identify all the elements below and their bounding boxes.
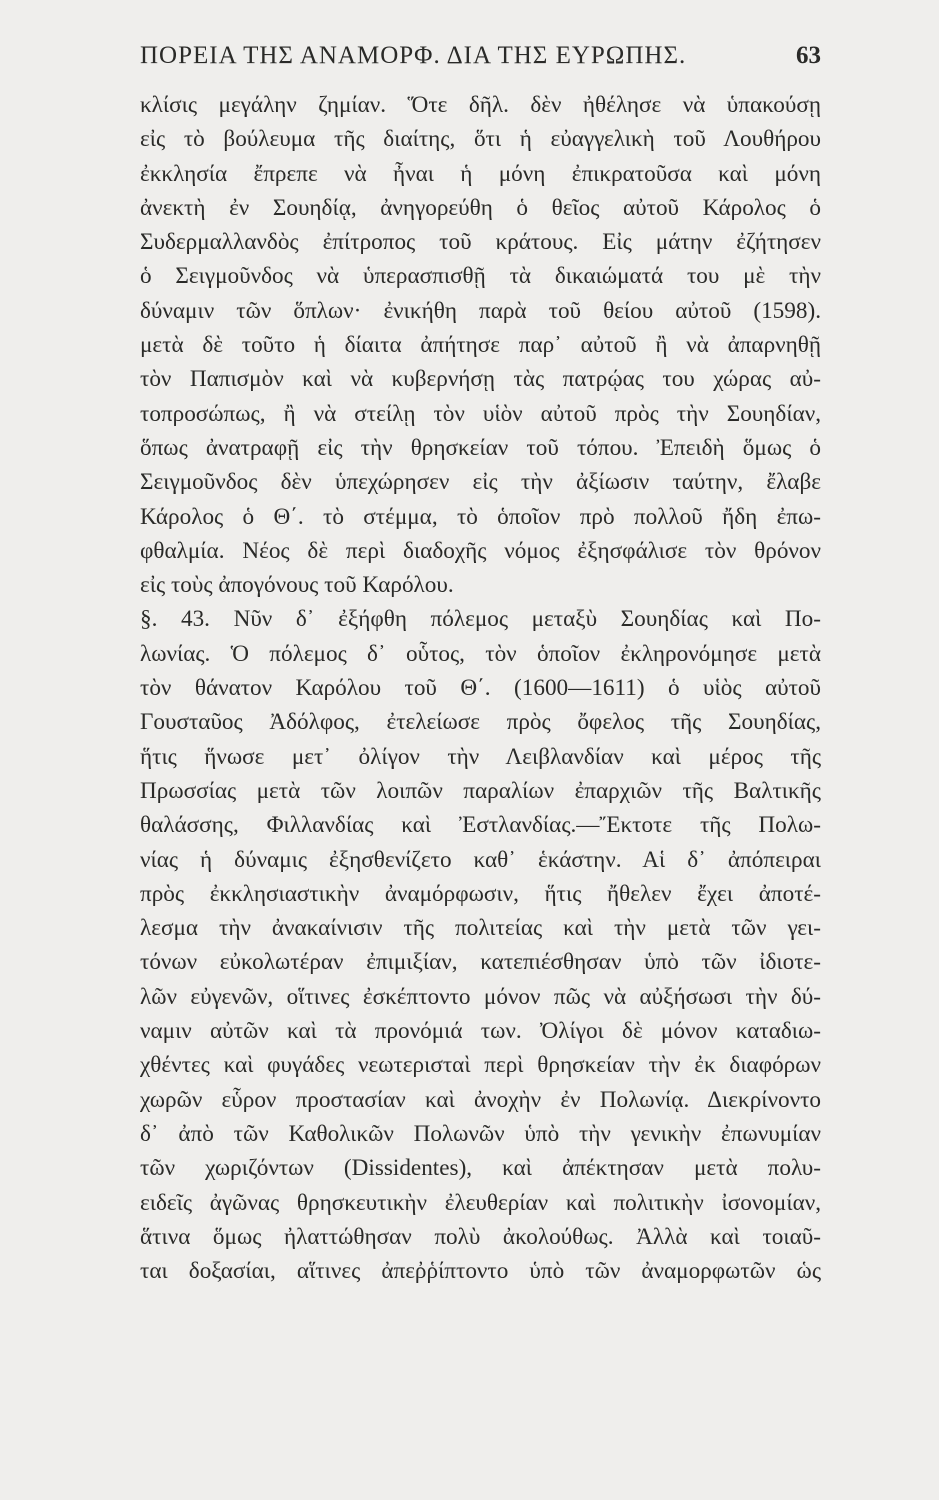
text-line: ὅπως ἀνατραφῇ εἰς τὴν θρησκείαν τοῦ τόπου. Ἐπειδὴ ὅμως ὁ xyxy=(140,434,821,461)
text-line: τὸν Παπισμὸν καὶ νὰ κυβερνήσῃ τὰς πατρῴας του χώρας αὐ- xyxy=(140,366,821,393)
text-line: Γουσταῦος Ἀδόλφος, ἐτελείωσε πρὸς ὄφελος τῆς Σουηδίας, xyxy=(140,709,821,736)
text-line: Συδερμαλλανδὸς ἐπίτροπος τοῦ κράτους. Εἰς μάτην ἐζήτησεν xyxy=(140,229,821,256)
body-text xyxy=(140,88,821,1288)
text-line: χωρῶν εὗρον προστασίαν καὶ ἀνοχὴν ἐν Πολωνίᾳ. Διεκρίνοντο xyxy=(140,1086,821,1113)
text-line: τοπροσώπως, ἢ νὰ στείλῃ τὸν υἱὸν αὐτοῦ πρὸς τὴν Σουηδίαν, xyxy=(140,400,821,427)
running-header xyxy=(140,42,821,76)
text-line: ἥτις ἥνωσε μετ᾽ ὀλίγον τὴν Λειβλανδίαν καὶ μέρος τῆς xyxy=(140,743,821,770)
text-line: εἰς τοὺς ἀπογόνους τοῦ Καρόλου. xyxy=(140,572,454,599)
text-line: μετὰ δὲ τοῦτο ἡ δίαιτα ἀπήτησε παρ᾽ αὐτοῦ ἢ νὰ ἀπαρνηθῇ xyxy=(140,332,821,359)
text-line: φθαλμία. Νέος δὲ περὶ διαδοχῆς νόμος ἐξησφάλισε τὸν θρόνον xyxy=(140,537,821,564)
text-line: Σειγμοῦνδος δὲν ὑπεχώρησεν εἰς τὴν ἀξίωσιν ταύτην, ἔλαβε xyxy=(140,469,821,496)
text-line: νίας ἡ δύναμις ἐξησθενίζετο καθ᾽ ἑκάστην. Αἱ δ᾽ ἀπόπειραι xyxy=(140,846,821,873)
text-line: ἀνεκτὴ ἐν Σουηδίᾳ, ἀνηγορεύθη ὁ θεῖος αὐτοῦ Κάρολος ὁ xyxy=(140,194,821,221)
page-number: 63 xyxy=(796,42,821,69)
text-line: δ᾽ ἀπὸ τῶν Καθολικῶν Πολωνῶν ὑπὸ τὴν γενικὴν ἐπωνυμίαν xyxy=(140,1120,821,1147)
text-line: πρὸς ἐκκλησιαστικὴν ἀναμόρφωσιν, ἥτις ἤθελεν ἔχει ἀποτέ- xyxy=(140,880,821,907)
text-line: τὸν θάνατον Καρόλου τοῦ Θ΄. (1600—1611) ὁ υἱὸς αὐτοῦ xyxy=(140,675,821,702)
text-line: §. 43. Νῦν δ᾽ ἐξήφθη πόλεμος μεταξὺ Σουηδίας καὶ Πο- xyxy=(140,606,821,633)
text-line: Κάρολος ὁ Θ΄. τὸ στέμμα, τὸ ὁποῖον πρὸ πολλοῦ ἤδη ἐπω- xyxy=(140,503,821,530)
text-line: θαλάσσης, Φιλλανδίας καὶ Ἐστλανδίας.—Ἔκτοτε τῆς Πολω- xyxy=(140,812,821,839)
text-line: ἐκκλησία ἔπρεπε νὰ ἦναι ἡ μόνη ἐπικρατοῦσα καὶ μόνη xyxy=(140,160,821,187)
text-line: ται δοξασίαι, αἵτινες ἀπεῤῥίπτοντο ὑπὸ τῶν ἀναμορφωτῶν ὡς xyxy=(140,1258,821,1285)
text-line: τόνων εὐκολωτέραν ἐπιμιξίαν, κατεπιέσθησαν ὑπὸ τῶν ἰδιοτε- xyxy=(140,949,821,976)
running-title: ΠΟΡΕΙΑ ΤΗΣ ΑΝΑΜΟΡΦ. ΔΙΑ ΤΗΣ ΕΥΡΩΠΗΣ. xyxy=(140,42,687,69)
text-line: ειδεῖς ἀγῶνας θρησκευτικὴν ἐλευθερίαν καὶ πολιτικὴν ἰσονομίαν, xyxy=(140,1189,821,1216)
text-line: δύναμιν τῶν ὅπλων· ἐνικήθη παρὰ τοῦ θείου αὐτοῦ (1598). xyxy=(140,297,821,324)
text-line: λεσμα τὴν ἀνακαίνισιν τῆς πολιτείας καὶ τὴν μετὰ τῶν γει- xyxy=(140,915,821,942)
text-line: ὁ Σειγμοῦνδος νὰ ὑπερασπισθῇ τὰ δικαιώματά του μὲ τὴν xyxy=(140,263,821,290)
text-line: Πρωσσίας μετὰ τῶν λοιπῶν παραλίων ἐπαρχιῶν τῆς Βαλτικῆς xyxy=(140,777,821,804)
text-line: λῶν εὐγενῶν, οἵτινες ἐσκέπτοντο μόνον πῶς νὰ αὐξήσωσι τὴν δύ- xyxy=(140,983,821,1010)
text-line: τῶν χωριζόντων (Dissidentes), καὶ ἀπέκτησαν μετὰ πολυ- xyxy=(140,1155,821,1182)
text-line: κλίσις μεγάλην ζημίαν. Ὅτε δῆλ. δὲν ἠθέλησε νὰ ὑπακούσῃ xyxy=(140,92,821,118)
text-line: ἅτινα ὅμως ἠλαττώθησαν πολὺ ἀκολούθως. Ἀλλὰ καὶ τοιαῦ- xyxy=(140,1223,821,1250)
text-line: λωνίας. Ὁ πόλεμος δ᾽ οὗτος, τὸν ὁποῖον ἐκληρονόμησε μετὰ xyxy=(140,640,821,667)
text-line: ναμιν αὐτῶν καὶ τὰ προνόμιά των. Ὀλίγοι δὲ μόνον καταδιω- xyxy=(140,1018,821,1045)
text-line: εἰς τὸ βούλευμα τῆς διαίτης, ὅτι ἡ εὐαγγελικὴ τοῦ Λουθήρου xyxy=(140,126,821,153)
text-line: χθέντες καὶ φυγάδες νεωτερισταὶ περὶ θρησκείαν τὴν ἐκ διαφόρων xyxy=(140,1052,821,1079)
